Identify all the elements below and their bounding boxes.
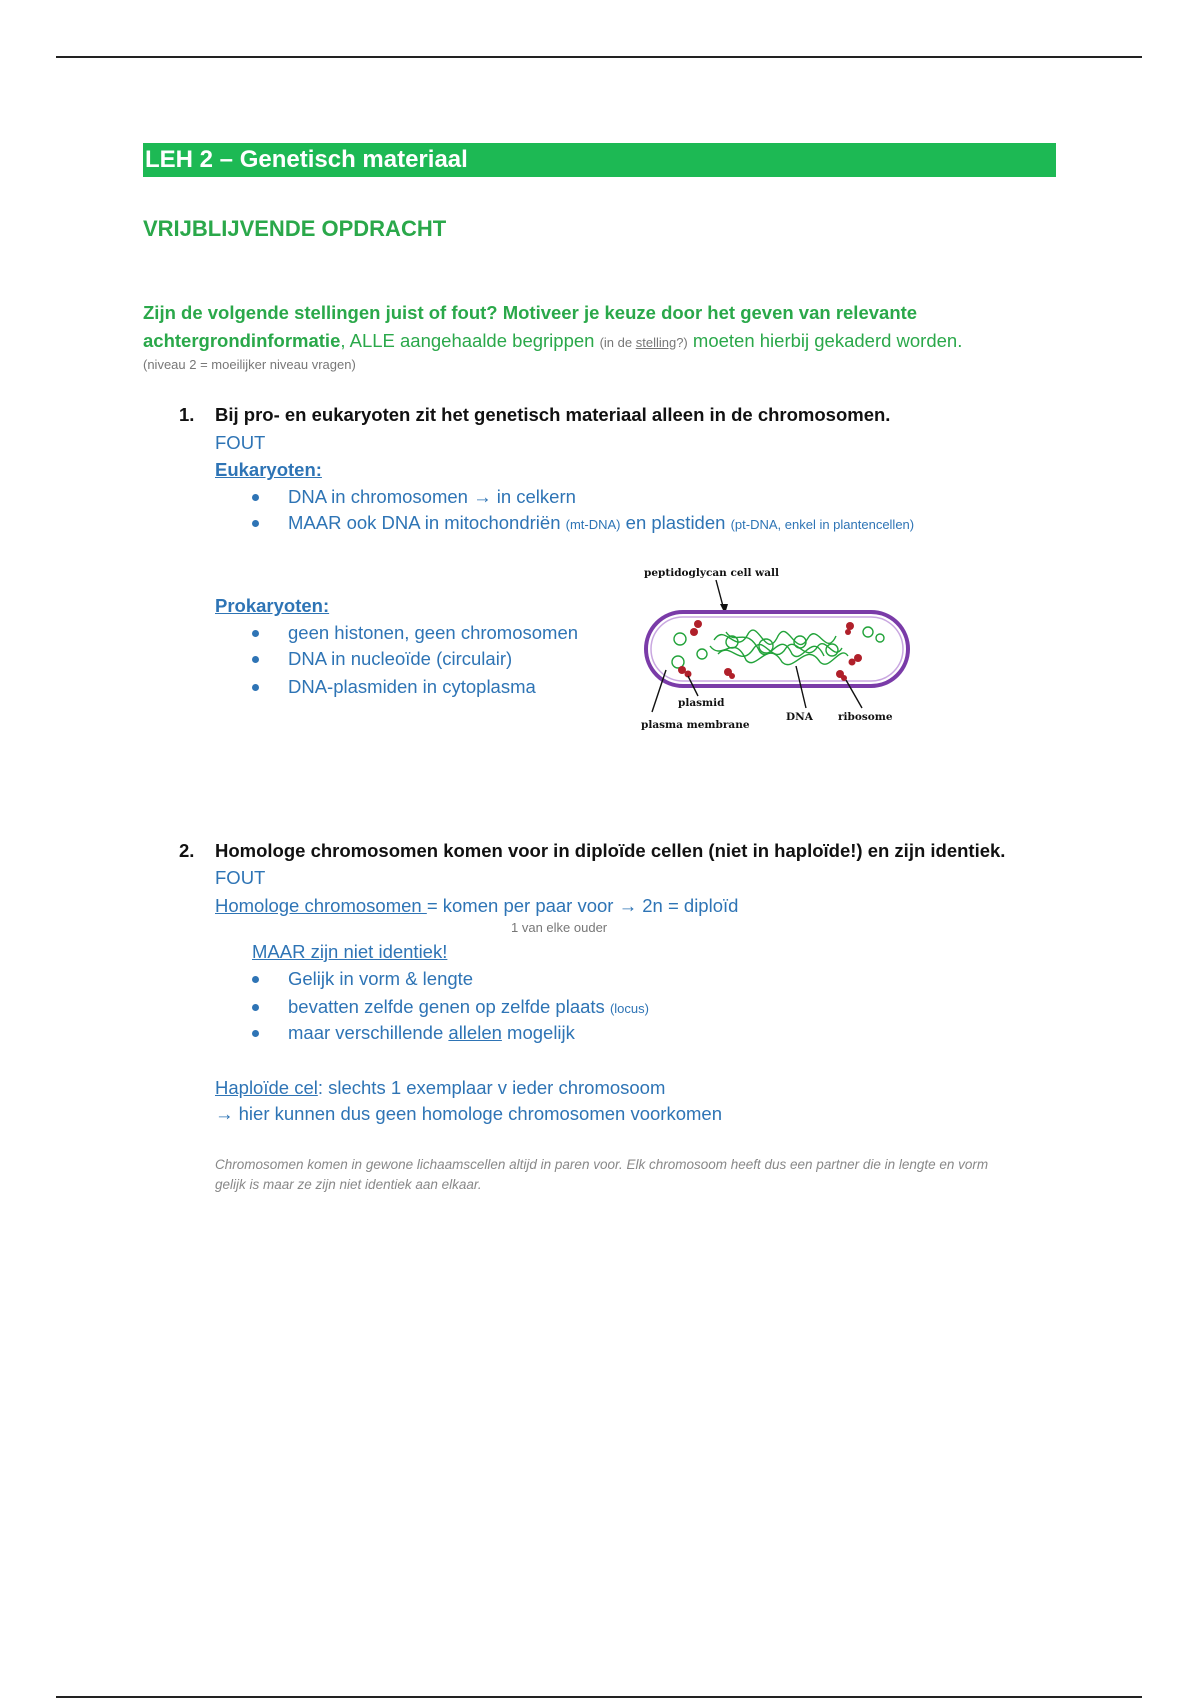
label-cell-wall: peptidoglycan cell wall (644, 567, 779, 579)
q1-statement: Bij pro- en eukaryoten zit het genetisch materiaal alleen in de chromosomen. (215, 404, 891, 425)
q2-definition (215, 895, 738, 917)
item3-b: mogelijk (501, 1022, 575, 1043)
q1-number: 1. (179, 404, 195, 425)
bullet (252, 656, 259, 663)
intro-line1 (143, 302, 917, 324)
q2-statement: Homologe chromosomen komen voor in diploïde cellen (niet in haploïde!) en zijn identiek. (215, 840, 1006, 861)
prok-item-1: geen histonen, geen chromosomen (288, 622, 579, 643)
footnote-line1: Chromosomen komen in gewone lichaamscellen altijd in paren voor. Elk chromosoom heeft dus een partner die in lengte en vorm (215, 1157, 989, 1172)
intro-small-link: stelling (635, 335, 677, 350)
nucleoid-dna (710, 630, 848, 665)
euk-item2-b: en plastiden (620, 512, 731, 533)
q2-item-2 (288, 996, 649, 1018)
def-note: 1 van elke ouder (511, 920, 608, 935)
haploid-line2-text: hier kunnen dus geen homologe chromosomen voorkomen (233, 1103, 722, 1124)
intro-small-suffix: ?) (676, 335, 688, 350)
label-ribosome: ribosome (838, 711, 893, 723)
arrow-icon: → (473, 486, 492, 507)
haploid-line1 (215, 1077, 665, 1099)
label-plasmid: plasmid (678, 697, 725, 709)
q1-answer: FOUT (215, 432, 266, 453)
euk-item-2 (288, 512, 914, 534)
item2-small: (locus) (609, 1001, 649, 1016)
bullet (252, 630, 259, 637)
intro-normal-end: moeten hierbij gekaderd worden. (687, 330, 963, 351)
level-note: (niveau 2 = moeilijker niveau vragen) (143, 357, 356, 372)
intro-bold-line1: Zijn de volgende stellingen juist of fout? Motiveer je keuze door het geven van relevante (143, 302, 918, 323)
item3-a: maar verschillende (288, 1022, 449, 1043)
haploid-rest: : slechts 1 exemplaar v ieder chromosoom (317, 1077, 666, 1098)
bullet (252, 494, 259, 501)
euk-item2-small1: (mt-DNA) (565, 517, 621, 532)
but-heading: MAAR zijn niet identiek! (252, 941, 448, 962)
haploid-term: Haploïde cel (215, 1077, 318, 1098)
section-title: VRIJBLIJVENDE OPDRACHT (143, 216, 447, 241)
intro-line2 (143, 330, 962, 352)
label-dna: DNA (786, 711, 813, 723)
intro-normal: , ALLE aangehaalde begrippen (340, 330, 595, 351)
page-title: LEH 2 – Genetisch materiaal (143, 143, 1056, 177)
q2-number: 2. (179, 840, 195, 861)
item2-a: bevatten zelfde genen op zelfde plaats (288, 996, 610, 1017)
bullet (252, 520, 259, 527)
footnote-line2: gelijk is maar ze zijn niet identiek aan elkaar. (215, 1177, 482, 1192)
prokaryotes-heading: Prokaryoten: (215, 595, 330, 616)
bullet (252, 1030, 259, 1037)
bullet (252, 684, 259, 691)
euk-item-1 (288, 486, 576, 508)
item3-u: allelen (448, 1022, 502, 1043)
euk-item1-a: DNA in chromosomen (288, 486, 474, 507)
label-plasma-membrane: plasma membrane (641, 719, 750, 731)
euk-item1-b: in celkern (491, 486, 576, 507)
top-rule (56, 56, 1142, 58)
bullet (252, 1004, 259, 1011)
euk-item2-small2: (pt-DNA, enkel in plantencellen) (730, 517, 915, 532)
q2-item-3 (288, 1022, 575, 1044)
bottom-rule (56, 1696, 1142, 1698)
euk-item2-a: MAAR ook DNA in mitochondriën (288, 512, 566, 533)
intro-bold-line2: achtergrondinformatie (143, 330, 341, 351)
q2-item-1: Gelijk in vorm & lengte (288, 968, 474, 989)
eukaryotes-heading: Eukaryoten: (215, 459, 322, 480)
prok-item-3: DNA-plasmiden in cytoplasma (288, 676, 536, 697)
def-term: Homologe chromosomen (215, 895, 427, 916)
intro-small-prefix: (in de (599, 335, 636, 350)
def-rest: = komen per paar voor → 2n = diploïd (426, 895, 739, 916)
q2-answer: FOUT (215, 867, 266, 888)
bullet (252, 976, 259, 983)
haploid-line2 (215, 1103, 722, 1125)
prok-item-2: DNA in nucleoïde (circulair) (288, 648, 513, 669)
prokaryote-cell-diagram (636, 562, 926, 732)
arrow-icon: → (215, 1103, 234, 1124)
